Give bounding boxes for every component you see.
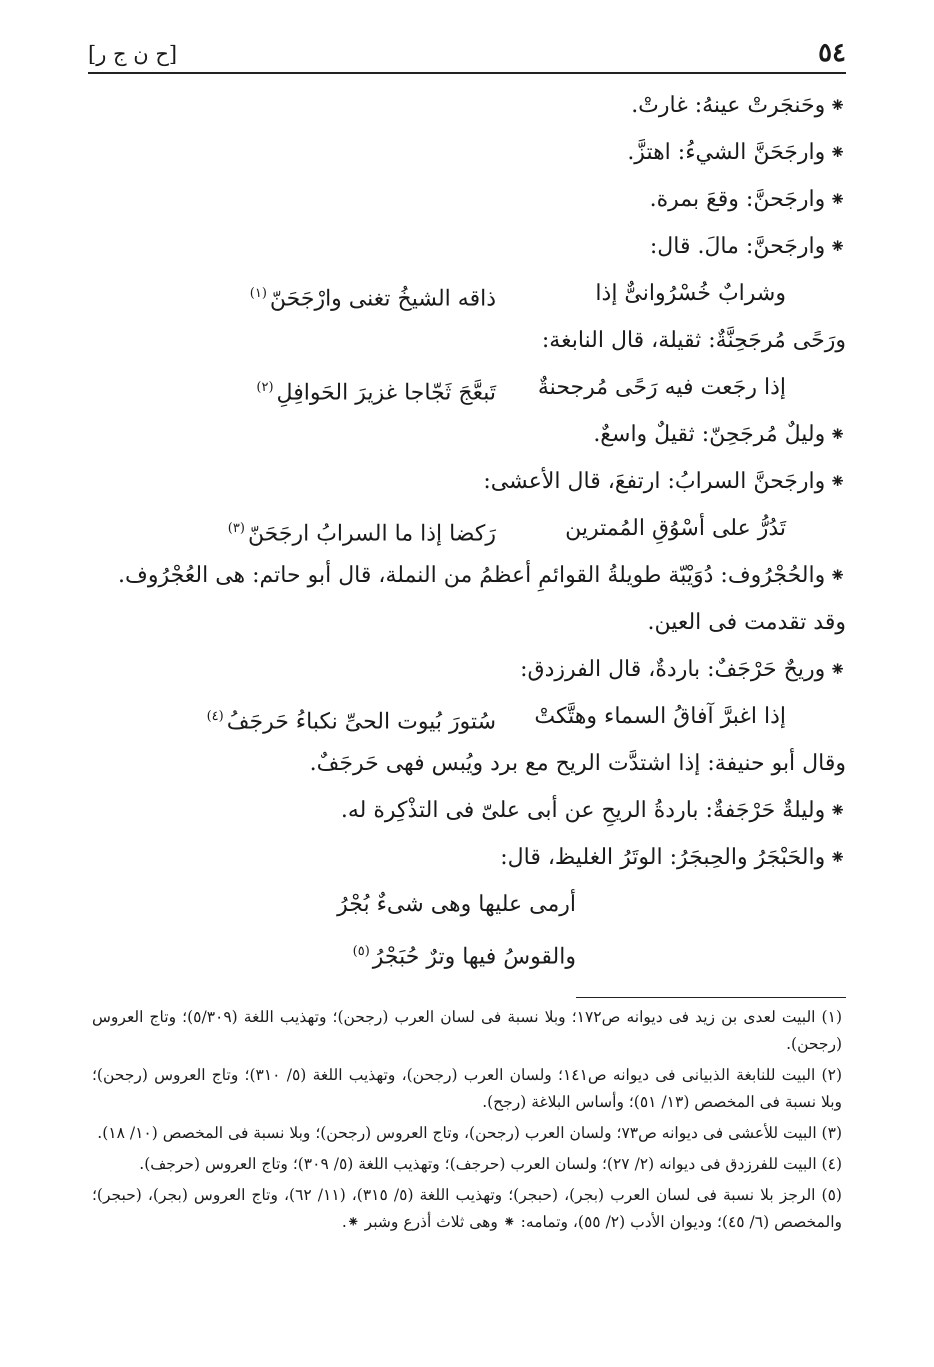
asterism-icon: ⁕ bbox=[829, 563, 846, 587]
verse-second-hemistich: تَبعَّجَ ثَجّاجا غزيرَ الحَوافِلِ$^{(٢)}$ bbox=[256, 380, 496, 406]
verse-second-hemistich: رَكضا إذا ما السرابُ ارجَحَنّ$^{(٣)}$ bbox=[227, 521, 496, 547]
asterism-icon: ⁕ bbox=[829, 469, 846, 493]
verse-second-hemistich: سُتورَ بُيوت الحىِّ نكباءُ حَرجَفُ$^{(٤)}$ bbox=[206, 709, 496, 735]
entry-body bbox=[88, 82, 846, 975]
entry-line: وقد تقدمت فى العين. bbox=[647, 610, 846, 635]
footnotes bbox=[92, 1004, 842, 1240]
entry-line: ⁕وليلٌ مُرجَحِنّ: ثقيلٌ واسعٌ. bbox=[593, 422, 846, 447]
footnote: (٢) البيت للنابغة الذبيانى فى ديوانه ص١٤١؛ ولسان العرب (رجحن)، وتهذيب اللغة (٥/ ٣١٠)؛ وتاج العروس (رجحن)؛ وبلا نسبة فى المخصص (١٣/ ٥١)؛ وأساس البلاغة (رجح). bbox=[92, 1066, 842, 1111]
asterism-icon: ⁕ bbox=[829, 93, 846, 117]
footnote: (٥) الرجز بلا نسبة فى لسان العرب (بجر)، (حبجر)؛ وتهذيب اللغة (٥/ ٣١٥)، (١١/ ٦٢)، وتاج العروس (بجر)، (حبجر)؛ والمخصص (٦/ ٤٥)؛ وديوان الأدب (٢/ ٥٥)، وتمامه: ⁕ وهى ثلاث أذرع وشبر ⁕. bbox=[92, 1186, 842, 1231]
entry-line: وقال أبو حنيفة: إذا اشتدَّت الريح مع برد ويُبس فهى حَرجَفٌ. bbox=[309, 751, 846, 776]
footnote-ref: (١) bbox=[249, 286, 267, 301]
root-heading: [ح ن ج ر] bbox=[88, 42, 178, 66]
asterism-icon: ⁕ bbox=[829, 234, 846, 258]
entry-line: ⁕والحَبْجَرُ والحِبجَرُ: الوتَرُ الغليظ، قال: bbox=[500, 845, 846, 870]
verse-first-hemistich: تَدُرُّ على أسْوُقِ المُمترين bbox=[565, 516, 786, 541]
entry-line: ورَحًى مُرجَحِنَّةٌ: ثقيلة، قال النابغة: bbox=[541, 328, 846, 353]
footnote: (٣) البيت للأعشى فى ديوانه ص٧٣؛ ولسان العرب (رجحن)، وتاج العروس (رجحن)؛ وبلا نسبة فى المخصص (١٠/ ١٨). bbox=[97, 1124, 842, 1142]
verse-second-hemistich: ذاقه الشيخُ تغنى وارْجَحَنّ$^{(١)}$ bbox=[249, 286, 496, 312]
asterism-icon: ⁕ bbox=[829, 422, 846, 446]
footnote-ref: (٥) bbox=[352, 944, 370, 959]
entry-line: ⁕وارجَحنَّ: مالَ. قال: bbox=[649, 234, 846, 259]
verse-first-hemistich: إذا اغبرَّ آفاقُ السماء وهتَّكتْ bbox=[534, 704, 786, 729]
asterism-icon: ⁕ bbox=[829, 140, 846, 164]
asterism-icon: ⁕ bbox=[829, 798, 846, 822]
asterism-icon: ⁕ bbox=[829, 187, 846, 211]
rajaz-line: والقوسُ فيها وترٌ حُبَجْرُ$^{(٥)}$ bbox=[352, 944, 576, 970]
verse-first-hemistich: وشرابٌ خُسْرُوانىٌّ إذا bbox=[595, 281, 786, 306]
entry-line: ⁕وحَنجَرتْ عينهُ: غارتْ. bbox=[631, 93, 846, 118]
rajaz-line: أرمى عليها وهى شىءٌ بُجْرُ bbox=[337, 892, 576, 917]
footnote-ref: (٣) bbox=[227, 521, 245, 536]
asterism-icon: ⁕ bbox=[829, 657, 846, 681]
poetry-verse bbox=[88, 505, 846, 552]
asterism-icon: ⁕ bbox=[829, 845, 846, 869]
poetry-verse bbox=[88, 364, 846, 411]
entry-line: ⁕وريحٌ حَرْجَفٌ: باردةٌ، قال الفرزدق: bbox=[520, 657, 846, 682]
footnote-ref: (٢) bbox=[256, 380, 274, 395]
poetry-verse bbox=[88, 693, 846, 740]
footnote-rule bbox=[576, 997, 846, 998]
verse-first-hemistich: إذا رجَعت فيه رَحًى مُرجحنةٌ bbox=[537, 375, 786, 400]
poetry-verse bbox=[88, 270, 846, 317]
entry-line: ⁕وارجَحنَّ السرابُ: ارتفعَ، قال الأعشى: bbox=[483, 469, 846, 494]
page-number: ٥٤ bbox=[818, 38, 846, 68]
footnote-ref: (٤) bbox=[206, 709, 224, 724]
entry-line: ⁕وليلةٌ حَرْجَفةٌ: باردةُ الريحِ عن أبى علىّ فى التذْكِرة له. bbox=[340, 798, 846, 823]
footnote: (١) البيت لعدى بن زيد فى ديوانه ص١٧٢؛ وبلا نسبة فى لسان العرب (رجحن)؛ وتهذيب اللغة (٥/٣٠٩)؛ وتاج العروس (رجحن). bbox=[92, 1008, 842, 1053]
entry-line: ⁕وارجَحنَّ: وقعَ بمرة. bbox=[649, 187, 846, 212]
entry-line: ⁕والحُجْرُوف: دُوَيْبّة طويلةُ القوائمِ أعظمُ من النملة، قال أبو حاتم: هى العُجْرُوف. bbox=[118, 563, 846, 588]
header-rule bbox=[88, 72, 846, 74]
entry-line: ⁕وارجَحَنَّ الشيءُ: اهتزَّ. bbox=[627, 140, 846, 165]
footnote: (٤) البيت للفرزدق فى ديوانه (٢/ ٢٧)؛ ولسان العرب (حرجف)؛ وتهذيب اللغة (٥/ ٣٠٩)؛ وتاج العروس (حرجف). bbox=[139, 1155, 842, 1173]
